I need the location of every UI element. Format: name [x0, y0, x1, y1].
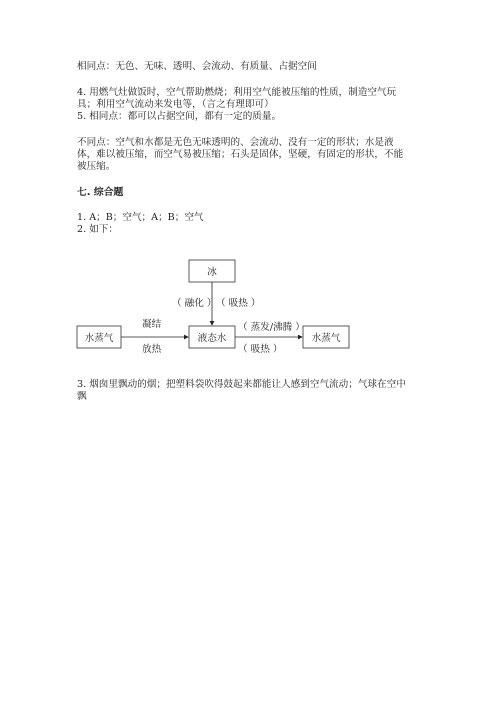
label-condense: 凝结	[142, 319, 162, 330]
label-release: 放热	[142, 344, 162, 355]
text-line-3: 具；利用空气流动来发电等，（言之有理即可）	[77, 99, 274, 110]
section-title: 七. 综合题	[77, 187, 124, 198]
box-ice-label: 冰	[207, 267, 217, 278]
box-vapor-left-label: 水蒸气	[84, 333, 114, 344]
box-vapor-right-label: 水蒸气	[311, 333, 341, 344]
box-liquid-label: 液态水	[197, 333, 227, 344]
text-line-4: 5. 相同点：都可以占据空间，都有一定的质量。	[77, 111, 282, 122]
text-line-1: 相同点：无色、无味、透明、会流动、有质量、占据空间	[77, 61, 317, 72]
label-absorb-top: （ 吸热 ）	[216, 298, 261, 309]
text-line-8: 1. A；B；空气；A；B；空气	[77, 212, 204, 223]
text-line-5: 不同点：空气和水都是无色无味透明的、会流动、没有一定的形状；水是液	[77, 137, 394, 148]
label-evaporate: （ 蒸发/沸腾 ）	[238, 322, 305, 333]
text-line-7: 被压缩。	[77, 161, 116, 172]
text-line-9: 2. 如下：	[77, 224, 118, 235]
text-line-6: 体，难以被压缩，而空气易被压缩；石头是固体，坚硬，有固定的形状，不能	[77, 149, 404, 160]
label-absorb-right: （ 吸热 ）	[238, 344, 283, 355]
text-line-10: 3. 烟囱里飘动的烟；把塑料袋吹得鼓起来都能让人感到空气流动；气球在空中	[77, 379, 406, 390]
label-melt: （ 融化 ）	[172, 298, 217, 309]
text-line-2: 4. 用燃气灶做饭时，空气帮助燃烧；利用空气能被压缩的性质，制造空气玩	[77, 87, 397, 98]
text-line-11: 飘	[77, 391, 87, 402]
